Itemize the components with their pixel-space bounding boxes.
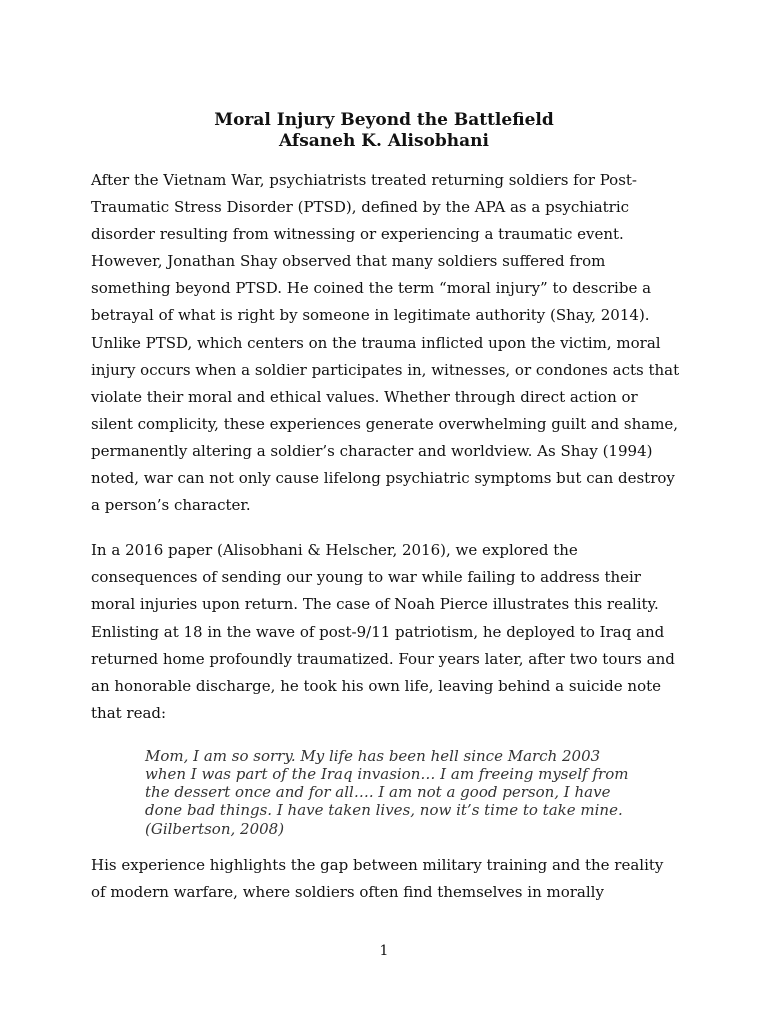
document-body [91, 167, 681, 906]
paragraph: His experience highlights the gap between military training and the reality of modern warfare, where soldiers often find themselves in morally [91, 855, 664, 901]
page-number: 1 [379, 943, 389, 959]
author-name: Afsaneh K. Alisobhani [279, 131, 489, 151]
paragraph: In a 2016 paper (Alisobhani & Helscher, 2016), we explored the consequences of sending our young to war while failing to address their moral injuries upon return. The case of Noah Pierce illustrates this reality. Enlisting at 18 in the wave of post-9/11 patriotism, he deployed to Iraq and returned home profoundly traumatized. Four years later, after two tours and an honorable discharge, he took his own life, leaving behind a suicide note that read: [91, 541, 675, 722]
paragraph: After the Vietnam War, psychiatrists treated returning soldiers for Post-Traumatic Stress Disorder (PTSD), defined by the APA as a psychiatric disorder resulting from witnessing or experiencing a traumatic event. However, Jonathan Shay observed that many soldiers suffered from something beyond PTSD. He coined the term “moral injury” to describe a betrayal of what is right by someone in legitimate authority (Shay, 2014). Unlike PTSD, which centers on the trauma inflicted upon the victim, moral injury occurs when a soldier participates in, witnesses, or condones acts that violate their moral and ethical values. Whether through direct action or silent complicity, these experiences generate overwhelming guilt and shame, permanently altering a soldier’s character and worldview. As Shay (1994) noted, war can not only cause lifelong psychiatric symptoms but can destroy a person’s character. [91, 171, 680, 515]
document-title: Moral Injury Beyond the Battlefield [214, 110, 554, 130]
title-block [0, 110, 768, 152]
block-quote: Mom, I am so sorry. My life has been hell since March 2003 when I was part of the Iraq invasion… I am freeing myself from the dessert once and for all…. I am not a good person, I have done bad things. I have taken lives, now it’s time to take mine. (Gilbertson, 2008) [145, 746, 629, 838]
